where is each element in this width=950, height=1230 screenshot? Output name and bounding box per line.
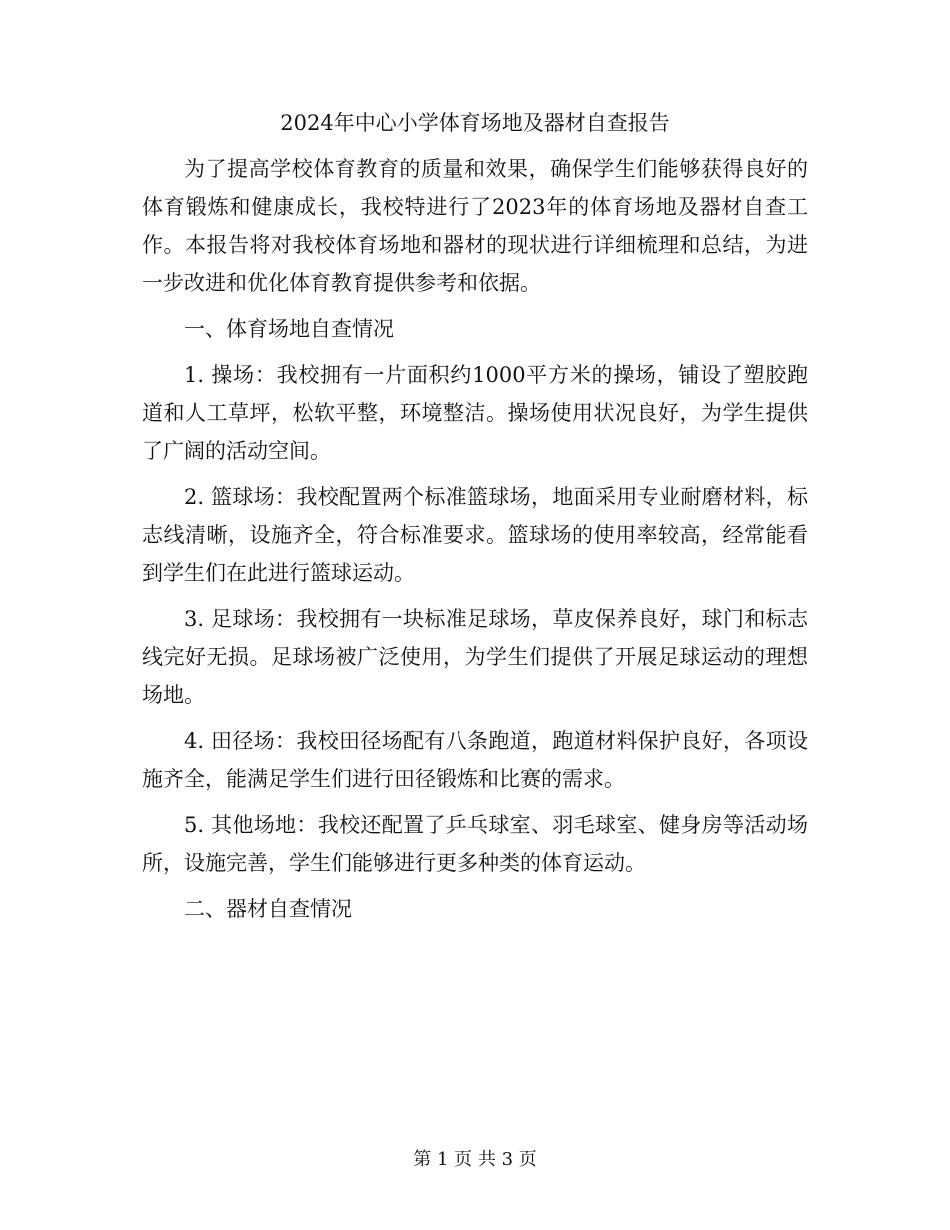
document-title: 2024年中心小学体育场地及器材自查报告 <box>280 111 670 135</box>
item-track-field: 4. 田径场：我校田径场配有八条跑道，跑道材料保护良好，各项设施齐全，能满足学生们进行田径锻炼和比赛的需求。 <box>142 729 808 791</box>
item-basketball-court: 2. 篮球场：我校配置两个标准篮球场，地面采用专业耐磨材料，标志线清晰，设施齐全，符合标准要求。篮球场的使用率较高，经常能看到学生们在此进行篮球运动。 <box>142 485 808 585</box>
document-body <box>142 150 808 936</box>
item-other-venues: 5. 其他场地：我校还配置了乒乓球室、羽毛球室、健身房等活动场所，设施完善，学生们能够进行更多种类的体育运动。 <box>142 813 808 875</box>
section-heading-venues: 一、体育场地自查情况 <box>184 317 394 341</box>
intro-paragraph: 为了提高学校体育教育的质量和效果，确保学生们能够获得良好的体育锻炼和健康成长，我校特进行了2023年的体育场地及器材自查工作。本报告将对我校体育场地和器材的现状进行详细梳理和总结，为进一步改进和优化体育教育提供参考和依据。 <box>142 157 808 295</box>
section-heading-equipment: 二、器材自查情况 <box>184 897 352 921</box>
page-footer: 第 1 页 共 3 页 <box>413 1149 537 1170</box>
item-football-field: 3. 足球场：我校拥有一块标准足球场，草皮保养良好，球门和标志线完好无损。足球场被广泛使用，为学生们提供了开展足球运动的理想场地。 <box>142 607 808 707</box>
item-playground: 1. 操场：我校拥有一片面积约1000平方米的操场，铺设了塑胶跑道和人工草坪，松软平整，环境整洁。操场使用状况良好，为学生提供了广阔的活动空间。 <box>142 363 808 463</box>
